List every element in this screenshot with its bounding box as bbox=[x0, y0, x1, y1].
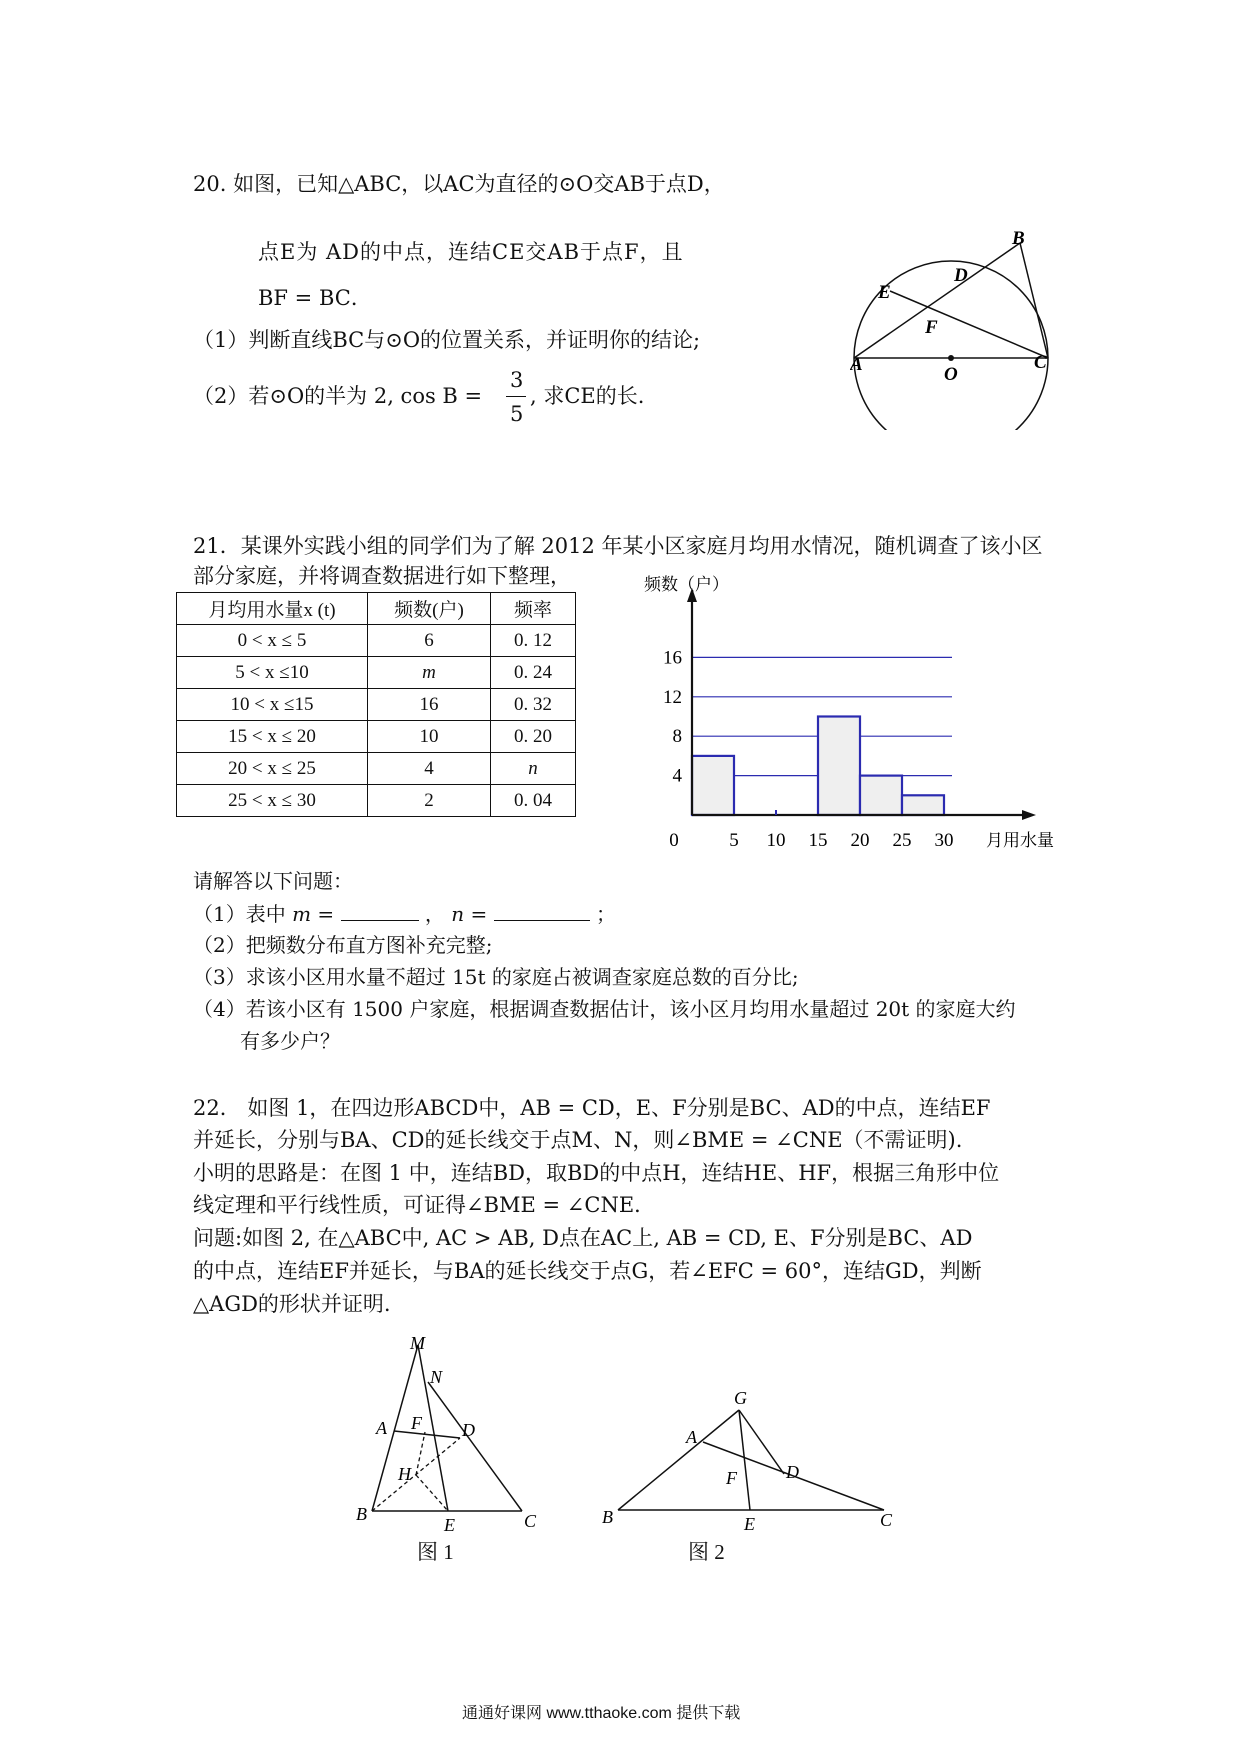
label-e: E bbox=[444, 1515, 455, 1535]
y-tick-label: 16 bbox=[663, 647, 682, 669]
label-n: N bbox=[430, 1367, 443, 1387]
q20-part2a: （2）若⊙O的半为 2, cos B = bbox=[193, 384, 483, 408]
line-nc bbox=[428, 1382, 522, 1511]
table-row bbox=[177, 753, 576, 785]
fig2-caption: 图 2 bbox=[688, 1540, 725, 1564]
label-a: A bbox=[376, 1418, 387, 1438]
table-header: 频率 bbox=[491, 593, 576, 625]
q20-line1: 20. 如图，已知△ABC，以AC为直径的⊙O交AB于点D， bbox=[193, 172, 725, 196]
x-tick-label: 15 bbox=[808, 830, 828, 851]
segment-bc bbox=[1020, 243, 1048, 358]
x-axis-arrow bbox=[1022, 810, 1036, 820]
frequency-histogram bbox=[630, 570, 1070, 860]
label-d: D bbox=[786, 1462, 799, 1482]
q21-part1-n: n = bbox=[451, 902, 488, 926]
table-cell: 0. 20 bbox=[491, 721, 576, 753]
label-f: F bbox=[411, 1413, 422, 1433]
y-tick-label: 12 bbox=[663, 686, 682, 708]
histogram-bar bbox=[902, 795, 944, 815]
label-b: B bbox=[602, 1507, 613, 1527]
y-tick-label: 4 bbox=[672, 765, 682, 787]
table-cell: 16 bbox=[368, 689, 491, 721]
q21-part1-end: ； bbox=[595, 902, 616, 926]
table-header: 频数(户) bbox=[368, 593, 491, 625]
label-h: H bbox=[398, 1464, 411, 1484]
fig1-caption: 图 1 bbox=[417, 1540, 454, 1564]
q21-part2: （2）把频数分布直方图补充完整; bbox=[193, 933, 493, 957]
center-dot bbox=[948, 355, 954, 361]
q22-line1: 22． 如图 1，在四边形ABCD中，AB = CD，E、F分别是BC、AD的中点，连结EF bbox=[193, 1096, 991, 1120]
table-row bbox=[177, 657, 576, 689]
table-cell: m bbox=[368, 657, 491, 689]
table-cell: 0 < x ≤ 5 bbox=[177, 625, 368, 657]
table-cell: 4 bbox=[368, 753, 491, 785]
q21-part4a: （4）若该小区有 1500 户家庭，根据调查数据估计，该小区月均用水量超过 20t 的家庭大约 bbox=[193, 997, 1016, 1021]
line-ad bbox=[394, 1431, 460, 1438]
table-cell: 5 < x ≤10 bbox=[177, 657, 368, 689]
table-cell: 25 < x ≤ 30 bbox=[177, 785, 368, 817]
table-cell: 0. 32 bbox=[491, 689, 576, 721]
label-e: E bbox=[744, 1514, 755, 1530]
label-d: D bbox=[462, 1420, 475, 1440]
line-bg bbox=[618, 1410, 739, 1510]
q21-prompt: 请解答以下问题： bbox=[193, 869, 353, 893]
label-e: E bbox=[878, 282, 891, 303]
table-row bbox=[177, 785, 576, 817]
q21-part1-sep: ， bbox=[424, 902, 445, 926]
answer-blank-n[interactable] bbox=[494, 900, 590, 921]
footer-text: 通通好课网 www.tthaoke.com 提供下载 bbox=[462, 1705, 741, 1722]
x-tick-label: 30 bbox=[934, 830, 954, 851]
label-m: M bbox=[410, 1335, 425, 1353]
table-header: 月均用水量x (t) bbox=[177, 593, 368, 625]
segment-ce bbox=[890, 291, 1048, 358]
label-c: C bbox=[1034, 352, 1047, 373]
q21-part4b: 有多少户？ bbox=[240, 1029, 340, 1053]
q20-frac-num: 3 bbox=[510, 368, 524, 392]
label-b: B bbox=[356, 1504, 367, 1524]
q20-part2b: , 求CE的长. bbox=[530, 384, 645, 408]
q21-part1 bbox=[193, 900, 616, 928]
q22-line4: 线定理和平行线性质，可证得∠BME = ∠CNE． bbox=[193, 1193, 656, 1217]
q22-line3: 小明的思路是：在图 1 中，连结BD，取BD的中点H，连结HE、HF，根据三角形中位 bbox=[193, 1161, 1000, 1185]
q21-line2: 部分家庭，并将调查数据进行如下整理， bbox=[193, 564, 571, 588]
q22-figure-2 bbox=[598, 1390, 908, 1530]
q21-part1-prefix: （1）表中 bbox=[193, 902, 286, 926]
table-cell: 20 < x ≤ 25 bbox=[177, 753, 368, 785]
label-f: F bbox=[726, 1468, 737, 1488]
table-cell: 15 < x ≤ 20 bbox=[177, 721, 368, 753]
q21-line1: 21．某课外实践小组的同学们为了解 2012 年某小区家庭月均用水情况，随机调查了该小区 bbox=[193, 534, 1043, 558]
label-d: D bbox=[954, 265, 968, 286]
x-tick-label: 10 bbox=[766, 830, 786, 851]
q20-line3: BF = BC． bbox=[258, 286, 372, 310]
q22-line6: 的中点，连结EF并延长，与BA的延长线交于点G，若∠EFC = 60°，连结GD，判断 bbox=[193, 1259, 982, 1283]
x-tick-label: 20 bbox=[850, 830, 870, 851]
q20-part1: （1）判断直线BC与⊙O的位置关系，并证明你的结论; bbox=[193, 328, 701, 352]
x-tick-label: 5 bbox=[729, 830, 739, 851]
x-tick-label: 0 bbox=[669, 830, 679, 851]
label-c: C bbox=[880, 1510, 893, 1530]
table-cell: 0. 12 bbox=[491, 625, 576, 657]
histogram-bar bbox=[860, 776, 902, 815]
q21-part3: （3）求该小区用水量不超过 15t 的家庭占被调查家庭总数的百分比; bbox=[193, 965, 799, 989]
label-c: C bbox=[524, 1511, 537, 1531]
label-b: B bbox=[1012, 230, 1025, 249]
y-tick-label: 8 bbox=[672, 726, 682, 748]
table-cell: 0. 04 bbox=[491, 785, 576, 817]
q21-part1-m: m = bbox=[292, 902, 335, 926]
histogram-bar bbox=[818, 717, 860, 816]
label-f: F bbox=[925, 317, 938, 338]
y-axis-label: 频数（户） bbox=[644, 575, 729, 594]
q22-line5: 问题:如图 2, 在△ABC中, AC > AB, D点在AC上, AB = CD, E、F分别是BC、AD bbox=[193, 1226, 973, 1250]
q22-line7: △AGD的形状并证明. bbox=[193, 1292, 391, 1316]
label-a: A bbox=[686, 1427, 697, 1447]
q22-line2: 并延长，分别与BA、CD的延长线交于点M、N，则∠BME = ∠CNE（不需证明). bbox=[193, 1128, 963, 1152]
q20-frac-den: 5 bbox=[510, 402, 524, 426]
q20-frac-bar bbox=[506, 396, 526, 397]
q20-line2: 点E为 AD的中点，连结CE交AB于点F，且 bbox=[258, 240, 684, 264]
table-row bbox=[177, 721, 576, 753]
table-header-row bbox=[177, 593, 576, 625]
label-o: O bbox=[944, 364, 958, 385]
label-g: G bbox=[734, 1390, 747, 1408]
table-cell: 10 < x ≤15 bbox=[177, 689, 368, 721]
q20-circle-figure bbox=[850, 230, 1060, 430]
x-axis-label: 月用水量 bbox=[986, 831, 1054, 850]
table-cell: 0. 24 bbox=[491, 657, 576, 689]
line-ge bbox=[739, 1410, 750, 1510]
q22-figure-1 bbox=[350, 1335, 550, 1535]
table-cell: 2 bbox=[368, 785, 491, 817]
table-row bbox=[177, 689, 576, 721]
table-cell: 10 bbox=[368, 721, 491, 753]
table-cell: 6 bbox=[368, 625, 491, 657]
table-cell: n bbox=[491, 753, 576, 785]
table-row bbox=[177, 625, 576, 657]
frequency-table bbox=[176, 592, 576, 817]
histogram-bar bbox=[692, 756, 734, 815]
label-a: A bbox=[850, 354, 863, 375]
answer-blank-m[interactable] bbox=[341, 900, 419, 921]
x-tick-label: 25 bbox=[892, 830, 912, 851]
